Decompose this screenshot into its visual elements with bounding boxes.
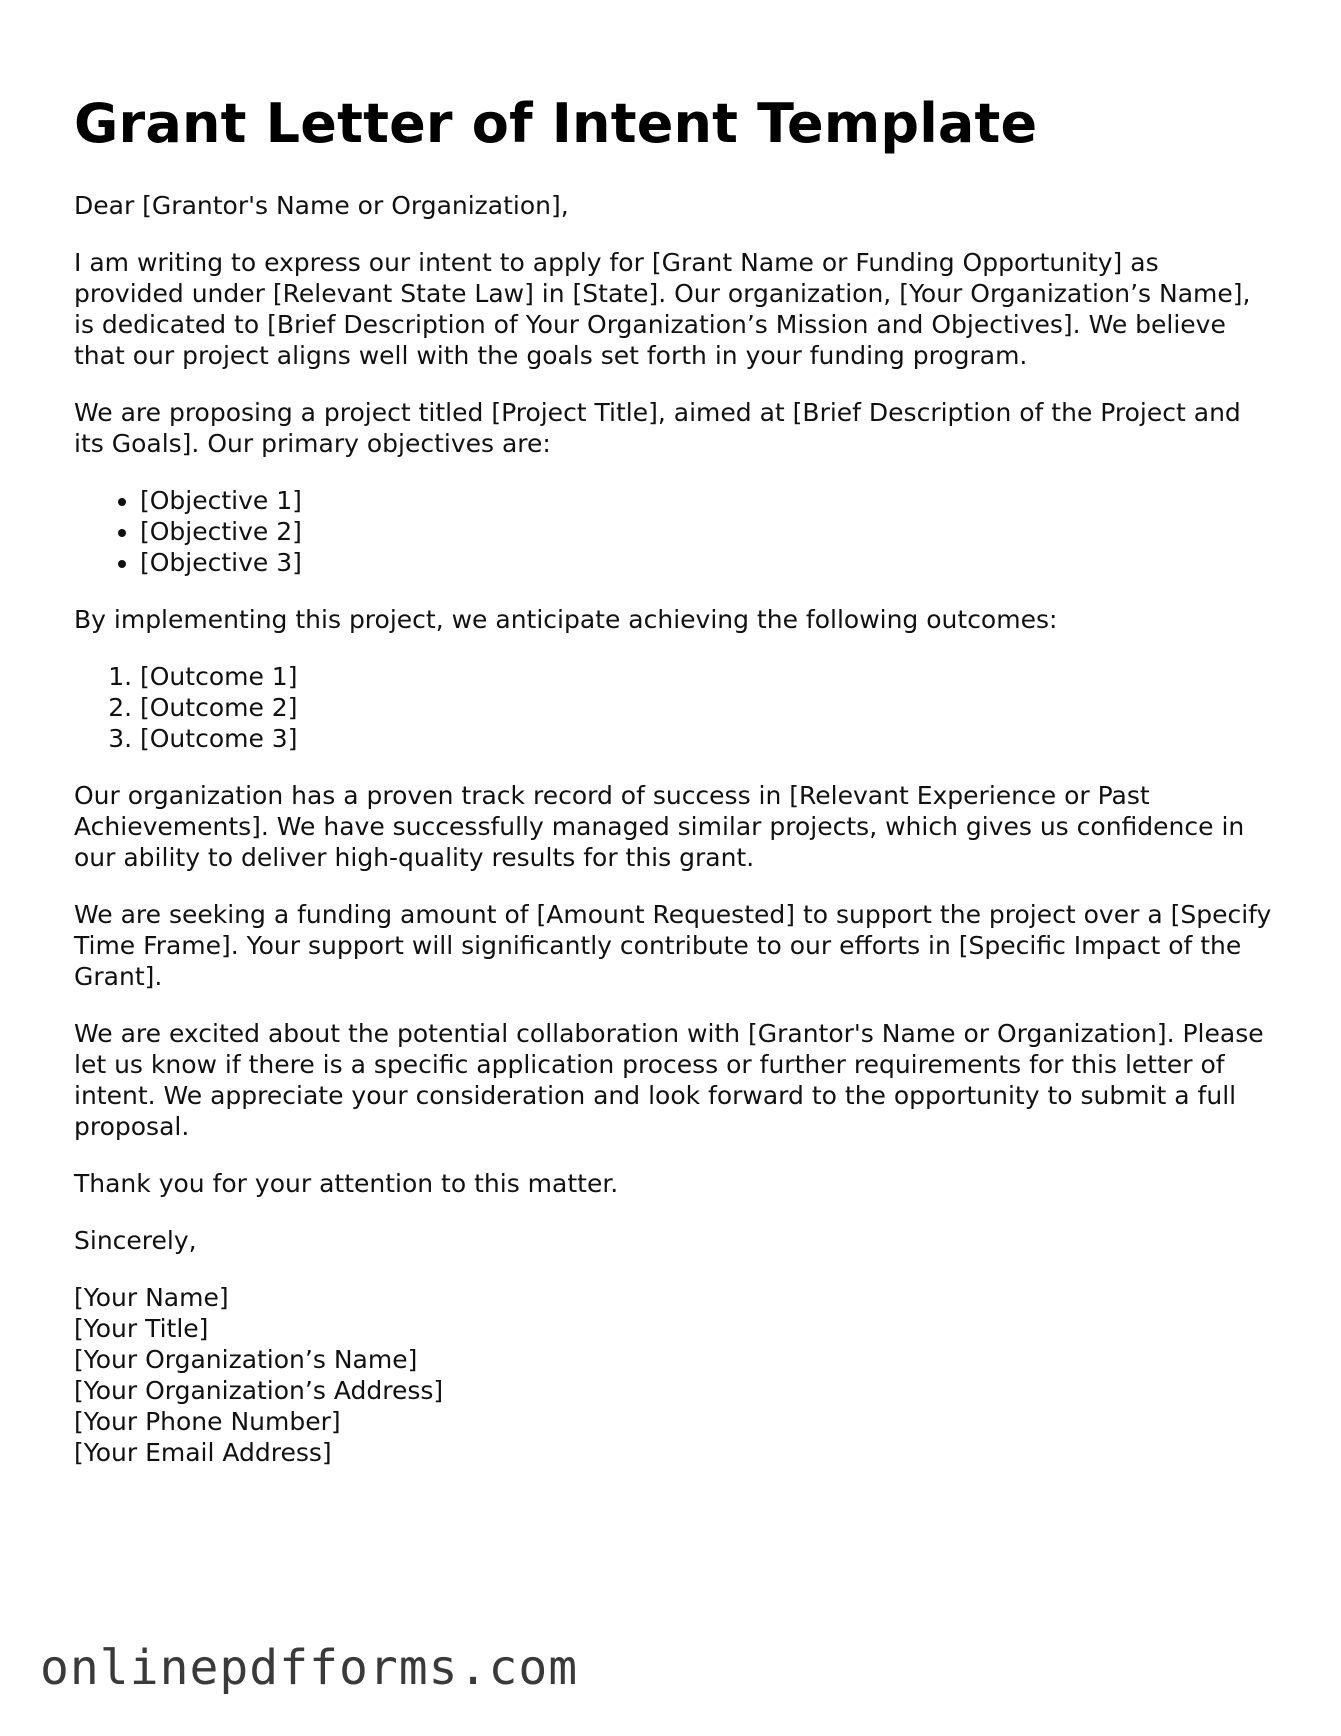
thanks-paragraph: Thank you for your attention to this matter. <box>74 1169 619 1198</box>
salutation: Dear [Grantor's Name or Organization], <box>74 191 569 220</box>
funding-paragraph: We are seeking a funding amount of [Amount Requested] to support the project over a [Specify Time Frame]. Your support will significantly contribute to our efforts in [Specific Impact of the Grant]. <box>74 900 1272 991</box>
collaboration-paragraph: We are excited about the potential collaboration with [Grantor's Name or Organization]. Please let us know if there is a specific application process or further requirements for this letter of intent. We appreciate your consideration and look forward to the opportunity to submit a full proposal. <box>74 1019 1264 1141</box>
list-item: 3. [Outcome 3] <box>140 723 1274 754</box>
closing: Sincerely, <box>74 1226 197 1255</box>
outcomes-intro-paragraph: By implementing this project, we anticipate achieving the following outcomes: <box>74 605 1058 634</box>
outcomes-list <box>74 661 1274 754</box>
letter-document <box>74 92 1274 1494</box>
signature-email: [Your Email Address] <box>74 1438 332 1467</box>
experience-paragraph: Our organization has a proven track record of success in [Relevant Experience or Past Achievements]. We have successfully managed similar projects, which gives us confidence in our ability to deliver high-quality results for this grant. <box>74 781 1245 872</box>
list-item: • [Objective 3] <box>140 547 1274 578</box>
signature-block <box>74 1282 1274 1468</box>
list-item: • [Objective 1] <box>140 485 1274 516</box>
document-title: Grant Letter of Intent Template <box>74 92 1038 155</box>
watermark: onlinepdfforms.com <box>40 1640 579 1696</box>
signature-address: [Your Organization’s Address] <box>74 1376 444 1405</box>
list-item: • [Objective 2] <box>140 516 1274 547</box>
list-item: 2. [Outcome 2] <box>140 692 1274 723</box>
signature-name: [Your Name] <box>74 1283 229 1312</box>
list-item: 1. [Outcome 1] <box>140 661 1274 692</box>
signature-title: [Your Title] <box>74 1314 209 1343</box>
objectives-list <box>74 485 1274 578</box>
signature-phone: [Your Phone Number] <box>74 1407 341 1436</box>
project-paragraph: We are proposing a project titled [Project Title], aimed at [Brief Description of the Project and its Goals]. Our primary objectives are: <box>74 398 1241 458</box>
intro-paragraph: I am writing to express our intent to apply for [Grant Name or Funding Opportunity] as provided under [Relevant State Law] in [State]. Our organization, [Your Organization’s Name], is dedicated to [Brief Description of Your Organization’s Mission and Objectives]. We believe that our project aligns well with the goals set forth in your funding program. <box>74 248 1251 370</box>
signature-organization: [Your Organization’s Name] <box>74 1345 418 1374</box>
